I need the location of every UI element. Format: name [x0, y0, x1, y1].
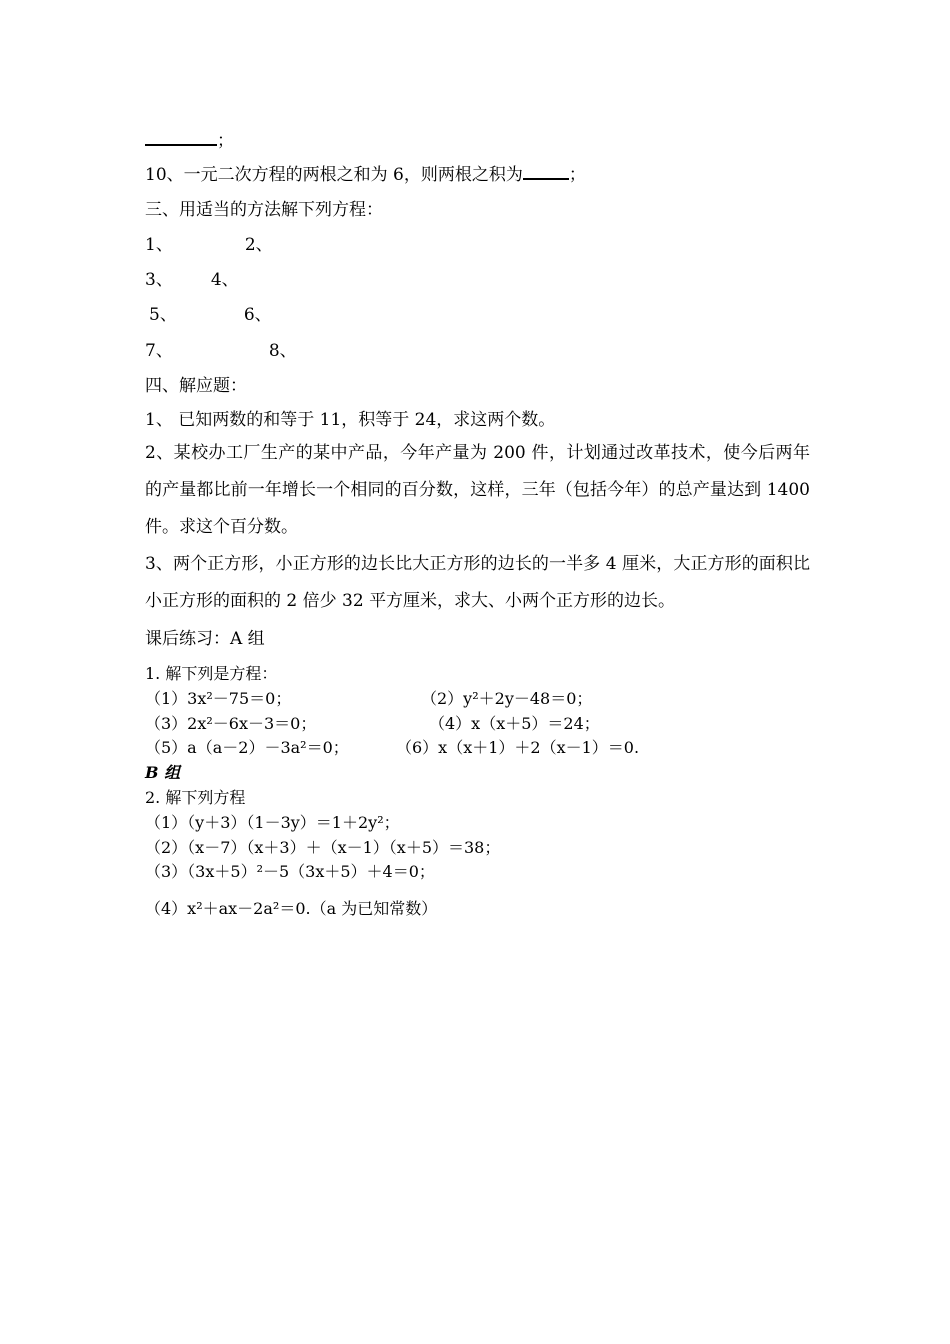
answer-blank: [523, 162, 569, 180]
section-4-heading: 四、解应题：: [145, 376, 247, 396]
equation-row-1-2: [145, 233, 273, 257]
problem-2: 2、某校办工厂生产的某中产品，今年产量为 200 件，计划通过改革技术，使今后两年的产量都比前一年增长一个相同的百分数，这样，三年（包括今年）的总产量达到 1400 件。求这个百分数。: [145, 443, 810, 537]
problem-1: 1、 已知两数的和等于 11，积等于 24，求这两个数。: [145, 410, 556, 430]
equation-row-3-4: [145, 268, 239, 292]
problem-3: 3、两个正方形，小正方形的边长比大正方形的边长的一半多 4 厘米，大正方形的面积比小正方形的面积的 2 倍少 32 平方厘米，求大、小两个正方形的边长。: [145, 554, 810, 611]
equation-label: 6、: [243, 305, 272, 325]
answer-blank: [145, 128, 217, 146]
punctuation: ；: [568, 165, 586, 185]
equation-label: 2、: [244, 235, 273, 255]
equation-label: 8、: [268, 341, 297, 361]
group-a-title: 1. 解下列是方程：: [145, 664, 278, 683]
question-10-text: 10、一元二次方程的两根之和为 6，则两根之积为: [145, 165, 523, 185]
equation-label: 3、: [145, 270, 173, 290]
eq-a2: （2）y²＋2y－48＝0；: [421, 689, 593, 708]
eq-b3: （3）（3x＋5）²－5（3x＋5）＋4＝0；: [145, 862, 435, 881]
equation-row-5-6: [149, 303, 272, 327]
equation-label: 1、: [145, 235, 173, 255]
eq-b2: （2）（x－7）（x＋3）＋（x－1）（x＋5）＝38；: [145, 838, 501, 857]
equation-label: 5、: [149, 305, 177, 325]
equation-label: 7、: [145, 341, 173, 361]
eq-a3: （3）2x²－6x－3＝0；: [145, 714, 317, 733]
eq-a4: （4）x（x＋5）＝24；: [429, 714, 600, 733]
group-b-heading: B 组: [145, 763, 181, 782]
punctuation: ；: [217, 131, 234, 151]
equation-row-7-8: [145, 339, 297, 363]
eq-b4: （4）x²＋ax－2a²＝0.（a 为已知常数）: [145, 899, 438, 918]
answer-blank-line: [145, 128, 234, 153]
group-b-title: 2. 解下列方程: [145, 788, 246, 807]
eq-b1: （1）（y＋3）（1－3y）＝1＋2y²；: [145, 813, 400, 832]
question-10: [145, 162, 586, 187]
eq-a1: （1）3x²－75＝0；: [145, 689, 292, 708]
eq-a6: （6）x（x＋1）＋2（x－1）＝0.: [396, 738, 640, 757]
eq-a5: （5）a（a－2）－3a²＝0；: [145, 738, 349, 757]
section-3-heading: 三、用适当的方法解下列方程：: [145, 200, 383, 220]
homework-heading: 课后练习：A 组: [145, 629, 265, 649]
equation-label: 4、: [210, 270, 239, 290]
